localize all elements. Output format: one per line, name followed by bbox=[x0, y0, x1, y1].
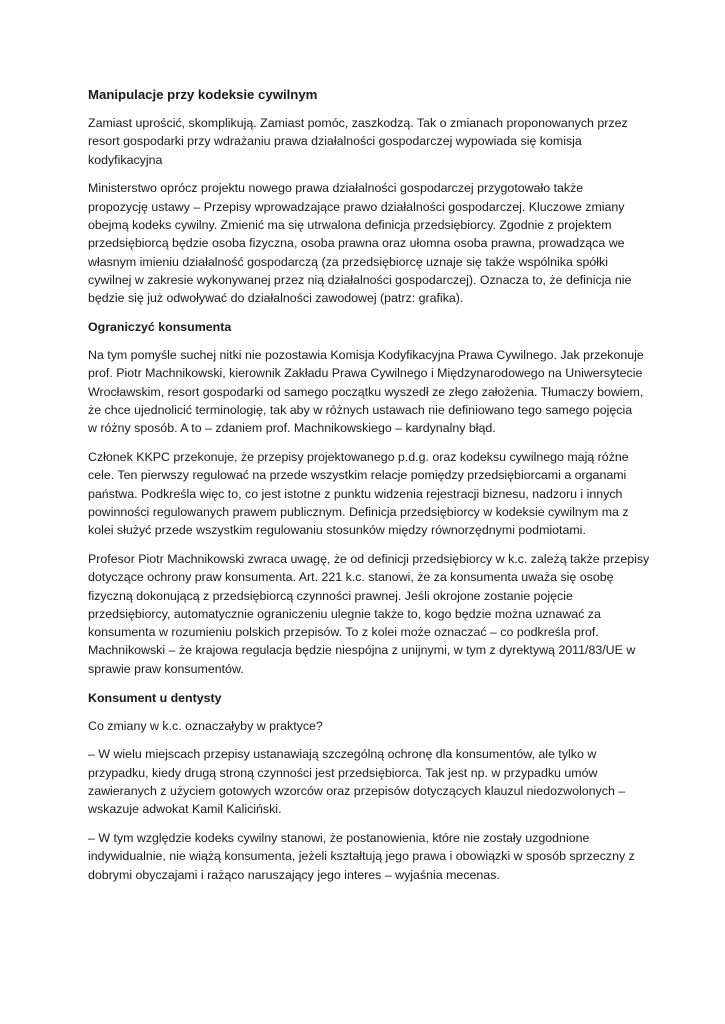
text-line: będzie się już odwoływać do działalności zawodowej (patrz: grafika). bbox=[88, 291, 464, 306]
section-heading bbox=[88, 318, 648, 336]
text-line: Wrocławskim, resort gospodarki od samego początku wyszedł ze złego założenia. Tłumaczy bowiem, bbox=[88, 384, 644, 399]
text-line: kodyfikacyjna bbox=[88, 152, 163, 167]
text-line: że chce ujednolicić terminologię, tak aby w różnych ustawach nie definiowano tego samego pojęcia bbox=[88, 402, 633, 417]
text-line: resort gospodarki przy wdrażaniu prawa działalności gospodarczej wypowiada się komisja bbox=[88, 134, 582, 149]
text-line: Ministerstwo oprócz projektu nowego prawa działalności gospodarczej przygotowało także bbox=[88, 181, 584, 196]
paragraph bbox=[88, 717, 648, 735]
text-line: obejmą kodeks cywilny. Zmienić ma się utrwalona definicja przedsiębiorcy. Zgodnie z projektem bbox=[88, 217, 612, 232]
document-page bbox=[88, 86, 648, 894]
section-heading bbox=[88, 689, 648, 707]
paragraph bbox=[88, 829, 648, 884]
paragraph bbox=[88, 448, 648, 539]
text-line: dotyczące ochrony praw konsumenta. Art. 221 k.c. stanowi, że za konsumenta uważa się osobę bbox=[88, 570, 614, 585]
text-line: Machnikowski – że krajowa regulacja będzie niespójna z unijnymi, w tym z dyrektywą 2011/83/UE w bbox=[88, 643, 636, 658]
text-line: sprawie praw konsumentów. bbox=[88, 661, 244, 676]
text-line: własnym imieniu działalność gospodarczą (za przedsiębiorcę uznaje się także wspólnika spółki bbox=[88, 254, 608, 269]
text-line: – W wielu miejscach przepisy ustanawiają szczególną ochronę dla konsumentów, ale tylko w bbox=[88, 747, 597, 762]
paragraph bbox=[88, 550, 648, 678]
text-line: państwa. Podkreśla więc to, co jest istotne z punktu widzenia rejestracji biznesu, nadzoru i innych bbox=[88, 486, 623, 501]
text-line: wskazuje adwokat Kamil Kaliciński. bbox=[88, 802, 282, 817]
document-body bbox=[88, 114, 648, 884]
text-line: – W tym względzie kodeks cywilny stanowi, że postanowienia, które nie zostały uzgodnione bbox=[88, 831, 590, 845]
text-line: fizyczną dokonującą z przedsiębiorcą czynności prawnej. Jeśli okrojone zostanie pojęcie bbox=[88, 588, 573, 603]
text-line: Zamiast uprościć, skomplikują. Zamiast pomóc, zaszkodzą. Tak o zmianach proponowanych przez bbox=[88, 116, 628, 130]
text-line: konsumenta w rozumieniu polskich przepisów. To z kolei może oznaczać – co podkreśla prof. bbox=[88, 625, 599, 640]
text-line: cywilnej w zakresie wykonywanej przez nią działalności gospodarczej). Oznacza to, że definicja nie bbox=[88, 272, 632, 287]
text-line: propozycję ustawy – Przepisy wprowadzające prawo działalności gospodarczej. Kluczowe zmiany bbox=[88, 199, 625, 214]
text-line: kolei służyć przede wszystkim regulowaniu stosunków między równorzędnymi podmiotami. bbox=[88, 523, 586, 538]
text-line: indywidualnie, nie wiążą konsumenta, jeżeli kształtują jego prawa i obowiązki w sposób sprzeczny z bbox=[88, 849, 635, 864]
text-line: Ograniczyć konsumenta bbox=[88, 319, 232, 334]
paragraph bbox=[88, 745, 648, 818]
text-line: Członek KKPC przekonuje, że przepisy projektowanego p.d.g. oraz kodeksu cywilnego mają różne bbox=[88, 449, 629, 464]
text-line: zawieranych z użyciem gotowych wzorców oraz przepisów dotyczących klauzul niedozwolonych – bbox=[88, 783, 626, 798]
text-line: dobrymi obyczajami i rażąco naruszający jego interes – wyjaśnia mecenas. bbox=[88, 867, 500, 882]
text-line: cele. Ten pierwszy regulować na przede wszystkim relacje pomiędzy przedsiębiorcami a organami bbox=[88, 468, 627, 483]
text-line: przypadku, kiedy drugą stroną czynności jest przedsiębiorca. Tak jest np. w przypadku umów bbox=[88, 765, 598, 780]
text-line: powinności regulowanych prawem publicznym. Definicja przedsiębiorcy w kodeksie cywilnym ma z bbox=[88, 504, 629, 519]
text-line: prof. Piotr Machnikowski, kierownik Zakładu Prawa Cywilnego i Międzynarodowego na Uniwersytecie bbox=[88, 366, 643, 381]
paragraph bbox=[88, 346, 648, 437]
text-line: Na tym pomyśle suchej nitki nie pozostawia Komisja Kodyfikacyjna Prawa Cywilnego. Jak przekonuje bbox=[88, 347, 644, 362]
text-line: Profesor Piotr Machnikowski zwraca uwagę, że od definicji przedsiębiorcy w k.c. zależą także przepisy bbox=[88, 551, 650, 566]
text-line: przedsiębiorcy, automatycznie ograniczeniu ulegnie także to, kogo będzie można uznawać za bbox=[88, 606, 601, 621]
text-line: Co zmiany w k.c. oznaczałyby w praktyce? bbox=[88, 718, 323, 733]
text-line: w różny sposób. A to – zdaniem prof. Machnikowskiego – kardynalny błąd. bbox=[88, 421, 496, 436]
text-line: przedsiębiorcą będzie osoba fizyczna, osoba prawna oraz ułomna osoba prawna, prowadząca we bbox=[88, 236, 625, 251]
paragraph bbox=[88, 179, 648, 307]
paragraph bbox=[88, 114, 648, 169]
document-title: Manipulacje przy kodeksie cywilnym bbox=[88, 87, 318, 102]
text-line: Konsument u dentysty bbox=[88, 690, 222, 705]
